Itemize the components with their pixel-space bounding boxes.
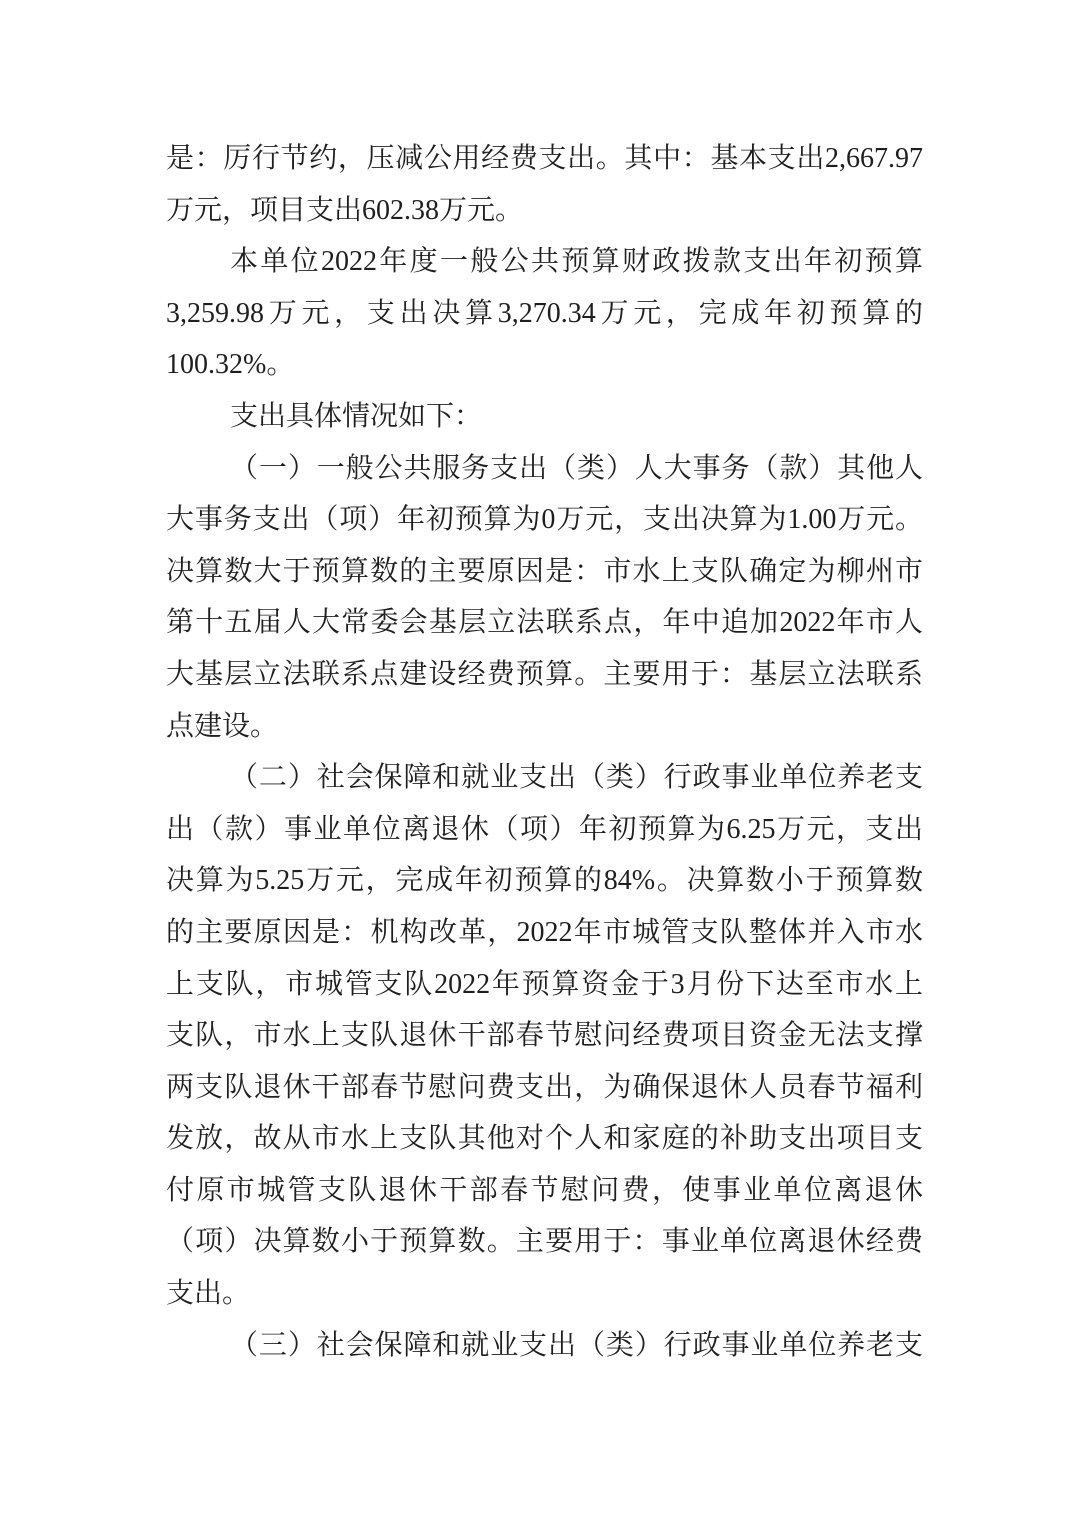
text-line: 本单位2022年度一般公共预算财政拨款支出年初预算	[230, 246, 923, 278]
text-line: 支出具体情况如下：	[230, 400, 483, 432]
text-line: 支出。	[166, 1278, 251, 1310]
text-line: 万元，项目支出602.38万元。	[166, 194, 524, 226]
text-line: 支队，市水上支队退休干部春节慰问经费项目资金无法支撑	[166, 1020, 923, 1052]
text-line: （二）社会保障和就业支出（类）行政事业单位养老支	[230, 762, 923, 794]
paragraph-budget-summary	[166, 236, 923, 391]
paragraph-continuation	[166, 133, 923, 236]
paragraph-item-1	[166, 443, 923, 753]
text-line: 决算数大于预算数的主要原因是：市水上支队确定为柳州市	[166, 555, 923, 587]
text-line: 大事务支出（项）年初预算为0万元，支出决算为1.00万元。	[166, 504, 923, 536]
text-line: 两支队退休干部春节慰问费支出，为确保退休人员春节福利	[166, 1071, 923, 1103]
paragraph-item-3-truncated	[166, 1320, 923, 1372]
text-line: （一）一般公共服务支出（类）人大事务（款）其他人	[230, 452, 923, 484]
text-line: 100.32%。	[166, 349, 295, 381]
text-line: 大基层立法联系点建设经费预算。主要用于：基层立法联系	[166, 658, 923, 690]
text-line: 点建设。	[166, 710, 279, 742]
paragraph-item-2	[166, 752, 923, 1320]
page-text-block	[166, 133, 923, 1371]
text-line: 第十五届人大常委会基层立法联系点，年中追加2022年市人	[166, 607, 923, 639]
text-line: 决算为5.25万元，完成年初预算的84%。决算数小于预算数	[166, 865, 923, 897]
text-line: 是：厉行节约，压减公用经费支出。其中：基本支出2,667.97	[166, 143, 923, 174]
paragraph-detail-intro	[166, 391, 923, 443]
text-line: 上支队，市城管支队2022年预算资金于3月份下达至市水上	[166, 968, 923, 1000]
text-line: 出（款）事业单位离退休（项）年初预算为6.25万元，支出	[166, 813, 923, 845]
text-line: （项）决算数小于预算数。主要用于：事业单位离退休经费	[166, 1226, 923, 1258]
text-line: （三）社会保障和就业支出（类）行政事业单位养老支	[230, 1329, 923, 1361]
text-line: 的主要原因是：机构改革，2022年市城管支队整体并入市水	[166, 916, 923, 948]
text-line: 3,259.98万元，支出决算3,270.34万元，完成年初预算的	[166, 297, 923, 329]
text-line: 发放，故从市水上支队其他对个人和家庭的补助支出项目支	[166, 1123, 923, 1155]
text-line: 付原市城管支队退休干部春节慰问费，使事业单位离退休	[166, 1174, 923, 1206]
